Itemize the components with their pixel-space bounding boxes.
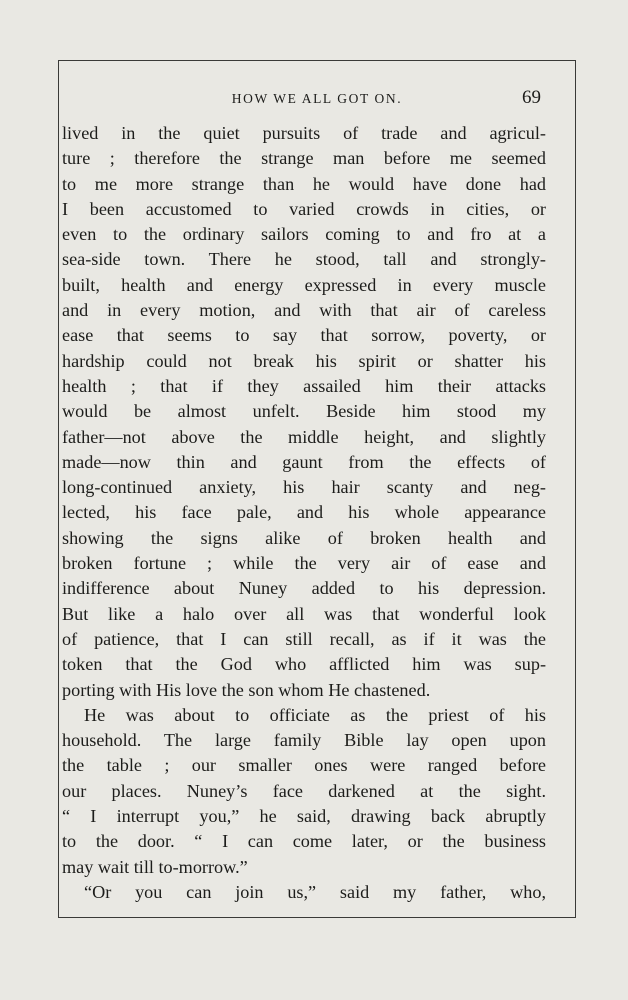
- text-line: the table ; our smaller ones were ranged before: [62, 755, 546, 776]
- text-line: porting with His love the son whom He chastened.: [62, 679, 431, 700]
- text-line: of patience, that I can still recall, as if it was the: [62, 628, 546, 649]
- page-number: 69: [522, 87, 541, 108]
- text-line: household. The large family Bible lay open upon: [62, 730, 546, 751]
- text-line: indifference about Nuney added to his depression.: [62, 578, 546, 599]
- text-line: even to the ordinary sailors coming to and fro at a: [62, 224, 546, 245]
- text-line: But like a halo over all was that wonderful look: [62, 603, 546, 624]
- text-line: lected, his face pale, and his whole appearance: [62, 502, 546, 523]
- text-line: may wait till to-morrow.”: [62, 856, 248, 877]
- text-line: lived in the quiet pursuits of trade and agricul-: [62, 123, 546, 143]
- text-line: He was about to officiate as the priest of his: [84, 704, 546, 725]
- text-line: ease that seems to say that sorrow, poverty, or: [62, 325, 546, 346]
- text-line: sea-side town. There he stood, tall and strongly-: [62, 249, 546, 270]
- text-line: hardship could not break his spirit or shatter his: [62, 350, 546, 371]
- text-line: and in every motion, and with that air of careless: [62, 300, 546, 321]
- text-line: ture ; therefore the strange man before me seemed: [62, 148, 546, 169]
- text-line: I been accustomed to varied crowds in cities, or: [62, 198, 546, 219]
- text-line: our places. Nuney’s face darkened at the sight.: [62, 780, 546, 801]
- text-line: health ; that if they assailed him their attacks: [62, 375, 546, 396]
- text-line: to the door. “ I can come later, or the business: [62, 831, 546, 852]
- text-line: “Or you can join us,” said my father, who,: [84, 881, 546, 902]
- running-head: [59, 87, 575, 111]
- text-line: “ I interrupt you,” he said, drawing back abruptly: [62, 806, 546, 827]
- text-line: long-continued anxiety, his hair scanty and neg-: [62, 477, 546, 498]
- running-title: HOW WE ALL GOT ON.: [231, 91, 403, 106]
- text-line: to me more strange than he would have done had: [62, 173, 546, 194]
- text-line: built, health and energy expressed in every muscle: [62, 274, 546, 295]
- text-line: broken fortune ; while the very air of ease and: [62, 553, 546, 574]
- body-text: [62, 121, 546, 905]
- text-line: token that the God who afflicted him was sup-: [62, 654, 546, 675]
- text-line: showing the signs alike of broken health and: [62, 527, 546, 548]
- text-line: father—not above the middle height, and slightly: [62, 426, 546, 447]
- text-line: would be almost unfelt. Beside him stood my: [62, 401, 546, 422]
- text-line: made—now thin and gaunt from the effects of: [62, 451, 546, 472]
